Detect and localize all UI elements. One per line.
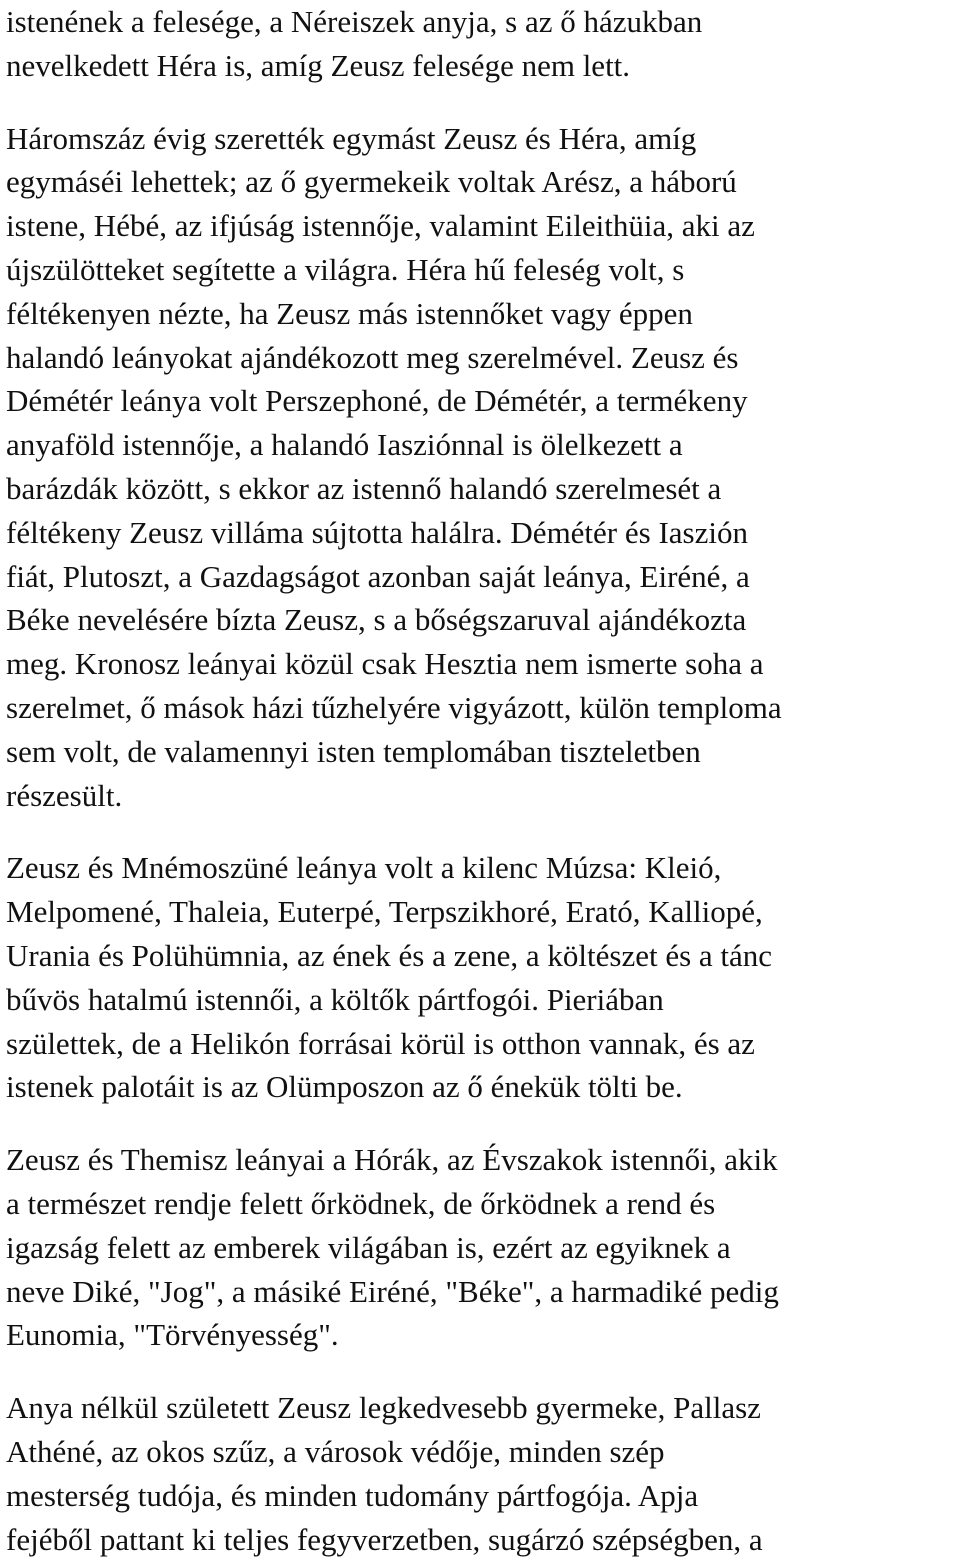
text-line: sem volt, de valamennyi isten templomában tiszteletben [6,733,701,769]
text-line: fiát, Plutoszt, a Gazdagságot azonban saját leánya, Eiréné, a [6,558,750,594]
text-line: Háromszáz évig szerették egymást Zeusz és Héra, amíg [6,120,697,156]
paragraph-4 [6,1138,956,1357]
text-line: újszülötteket segítette a világra. Héra hű feleség volt, s [6,251,685,287]
text-line: bűvös hatalmú istennői, a költők pártfogói. Pieriában [6,981,664,1017]
text-line: a természet rendje felett őrködnek, de őrködnek a rend és [6,1185,716,1221]
text-line: istenének a felesége, a Néreiszek anyja, s az ő házukban [6,4,703,39]
paragraph-5 [6,1386,956,1561]
text-line: igazság felett az emberek világában is, ezért az egyiknek a [6,1229,731,1265]
paragraph-3 [6,846,956,1109]
text-line: Zeusz és Themisz leányai a Hórák, az Évszakok istennői, akik [6,1142,778,1178]
text-line: istenek palotáit is az Olümposzon az ő énekük tölti be. [6,1069,683,1105]
text-line: Melpomené, Thaleia, Euterpé, Terpszikhoré, Erató, Kalliopé, [6,894,763,930]
paragraph-gap [6,1109,956,1138]
paragraph-gap [6,817,956,846]
text-line: neve Diké, "Jog", a másiké Eiréné, "Béke", a harmadiké pedig [6,1273,779,1309]
text-line: Anya nélkül született Zeusz legkedvesebb gyermeke, Pallasz [6,1390,761,1426]
text-line: halandó leányokat ajándékozott meg szerelmével. Zeusz és [6,339,739,375]
text-line: meg. Kronosz leányai közül csak Hesztia nem ismerte soha a [6,646,764,682]
text-line: nevelkedett Héra is, amíg Zeusz felesége nem lett. [6,47,631,83]
paragraph-gap [6,88,956,117]
text-line: mesterség tudója, és minden tudomány pártfogója. Apja [6,1477,699,1513]
text-line: barázdák között, s ekkor az istennő halandó szerelmesét a [6,470,722,506]
text-line: Urania és Polühümnia, az ének és a zene, a költészet és a tánc [6,937,773,973]
text-line: féltékenyen nézte, ha Zeusz más istennőket vagy éppen [6,295,693,331]
text-line: születtek, de a Helikón forrásai körül is otthon vannak, és az [6,1025,755,1061]
text-line: istene, Hébé, az ifjúság istennője, valamint Eileithüia, aki az [6,208,755,244]
text-line: anyaföld istennője, a halandó Iasziónnal is ölelkezett a [6,427,683,463]
paragraph-1 [6,0,956,88]
text-line: Démétér leánya volt Perszephoné, de Démétér, a termékeny [6,383,748,419]
paragraph-gap [6,1357,956,1386]
document-page [6,0,956,1561]
text-line: féltékeny Zeusz villáma sújtotta halálra. Démétér és Iaszión [6,514,748,550]
text-line: Béke nevelésére bízta Zeusz, s a bőségszaruval ajándékozta [6,602,747,638]
text-line: fejéből pattant ki teljes fegyverzetben, sugárzó szépségben, a [6,1521,763,1557]
paragraph-2 [6,117,956,818]
text-line: szerelmet, ő mások házi tűzhelyére vigyázott, külön temploma [6,689,782,725]
text-line: Athéné, az okos szűz, a városok védője, minden szép [6,1433,665,1469]
text-line: Eunomia, "Törvényesség". [6,1317,339,1353]
text-line: részesült. [6,777,123,813]
text-line: egymáséi lehettek; az ő gyermekeik voltak Arész, a háború [6,164,737,200]
text-line: Zeusz és Mnémoszüné leánya volt a kilenc Múzsa: Kleió, [6,850,722,886]
